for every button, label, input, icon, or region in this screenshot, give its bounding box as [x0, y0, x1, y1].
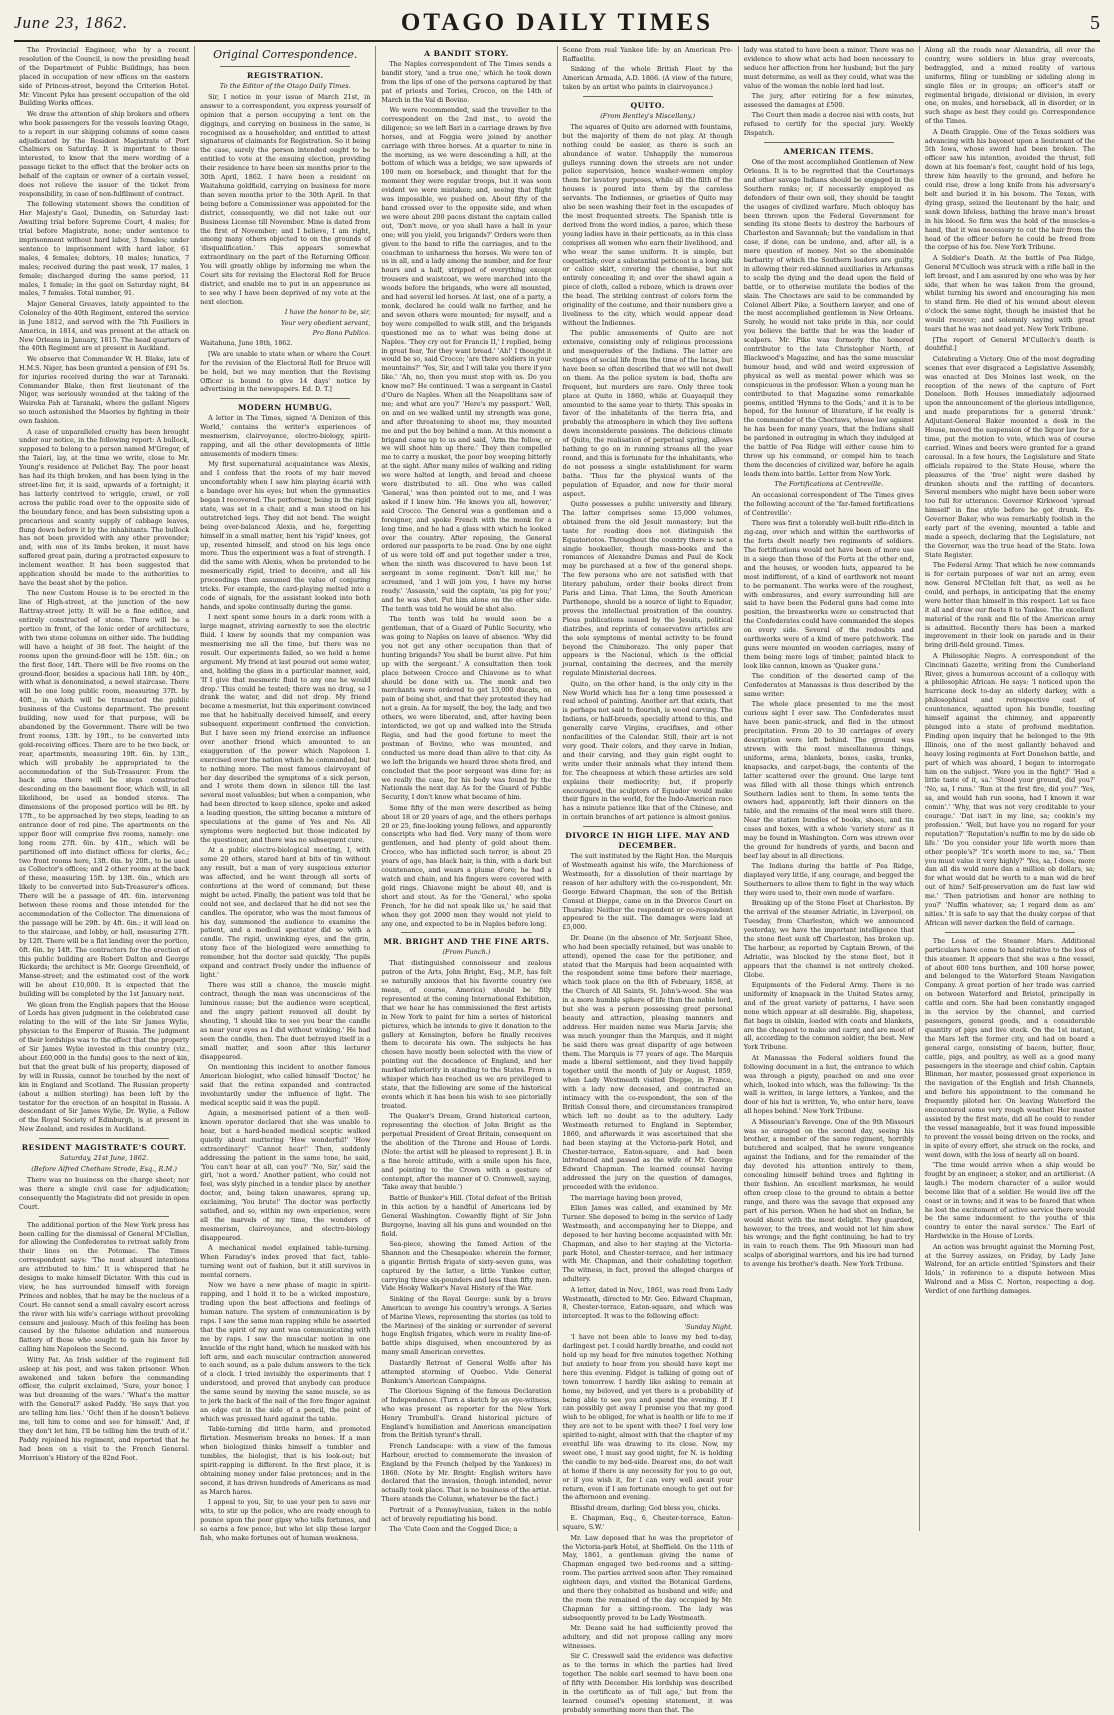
- article-paragraph: The squares of Quito are adorned with fountains, but the majority of them do not play. At though nothing could be easier, as there is such an abundance of water. Unhappily the numerous gulleys running down the streets are not under police supervision, hence washer-women employ them for lavatory purposes, while all the filth of the houses is poured into them by the careless servants. The Indiennes, or griseties of Quito may also be seen washing their feet in the escapades of the most frequented streets. The Spanish title is derived from the word indios, a paree, which these young ladies have in their petticoats, as in this class comprises all women who earn their livelihood, and who wear the same uniform. It is simple, but coquettish; over a substantial petticoat is a long silk or calico skirt, covering the chemise, but not entirely concealing it; and over the shawl again a piece of cloth, called a rebozo, which is drawn over the head. The striking contrast of colors form the originality of the costume, and their numbers give a liveliness to the city, which would appear dead without the Indiennes.: [562, 122, 733, 327]
- article-subheading: To the Editor of the Otago Daily Times.: [219, 82, 351, 90]
- article-paragraph: Ellen James was called, and examined by Mr. Turner. She deposed to being in the service of Lady Westmeath, and accompanying her to Dieppe, and deposed to her having become acquainted with Mr. Chapman, and also to her staying at the Victoria-park Hotel, and Chester-terrace, and her intimacy with Mr. Chapman, and their cohabiting together. The witness, in fact, proved the alleged charges of adultery.: [562, 1203, 733, 1284]
- letter-close: Your very obedient servant,: [280, 318, 371, 327]
- article-paragraph: One of the most accomplished Gentlemen of New Orleans. It is to be regretted that the Courtenays and other savage Indians should be engaged in the Southern ranks; or, if necessarily employed as defenders of their own soil, they should be taught the usages of civilized warfare. Much obloquy has been thrown upon the Federal Government for sending its stone fleets to destroy the harbours of Charleston and Savannah; but the vandalism in that case, if done, can be undone, and, after all, is a mere question of money. Not so the abominable barbarity of which the Southern leaders are guilty, in allowing their red-skinned auxiliaries in Arkansas to scalp the dying and the dead upon the field of battle, or to otherwise mutilate the bodies of the slain. The Choctaws are said to be commanded by Colonel Albert Pike, a Southern lawyer, and one of the most accomplished gentlemen in New Orleans. Surely, he would not take pride in this, nor could you believe the battle that he was the leader of scalpers. Mr. Pike was formerly the honored contributor to the late Christopher North, of Blackwood's Magazine, and has the same muscular humour head, and wild and weird expression of physical as well as mental power which was so conspicuous in the professor. When a young man he contributed to that Magazine some remarkable poems, entitled 'Hymns to the Gods,' and it is to be hoped, for the honour of literature, if he really is the commander of the Choctaws, whose law against he has been for many years, that the Indians shall be pardoned in outraging in which they indulged at the battle of Pea Ridge will either cause him to throw up his command, or compel him to teach them the decencies of civilized war, before he again leads them into battle. Letter from New York.: [743, 158, 914, 478]
- divider: [220, 398, 350, 399]
- article-paragraph: The Glorious Signing of the famous Declaration of Independence. (Turn a sketch by an eye-witness, who was present as reporter for the New York Henry Trumbull's. Grand historical picture of England's humiliation and American emancipation from the British tyrant's thrall.: [381, 1386, 552, 1440]
- article-paragraph: Dastardly Retreat of General Wolfe after his attempted storming of Quebec. Vide General Bunkum's American Campaigns.: [381, 1358, 552, 1385]
- page-number: 5: [1090, 11, 1100, 34]
- column-2: [194, 46, 375, 1542]
- article-paragraph: [The report of General M'Culloch's death is doubtful.]: [924, 335, 1096, 353]
- article-paragraph: The suit instituted by the Right Hon. the Marquis of Westmeath against his wife, the Marchioness of Westmeath, for a dissolution of their marriage by reason of her adultery with the co-respondent, Mr. George Edward Chapman, the son of the British Consul at Dieppe, came on in the Divorce Court on Thursday. Neither the respondent or co-respondent appeared to the suit. The damages were laid at £5,000.: [562, 852, 733, 932]
- article-paragraph: Sea-piece, showing the famed Action of the Shannon and the Chesapeake: wherein the former, a gigantic British frigate of sixty-seven guns, was captured by the latter, a little Yankee cutter, carrying three six-pounders and less than fifty men. Vide Hooky Walker's Naval History of the War.: [381, 1239, 552, 1293]
- divider: [39, 1216, 169, 1217]
- article-paragraph: A letter in The Times, signed 'A Denizen of this World,' contains the writer's experiences of mesmerism, clairvoyance, electro-biology, spirit-rapping, and all the other developments of little amusements of modern times:: [200, 414, 371, 458]
- article-paragraph: The Naples correspondent of The Times sends a bandit story, 'and a true one,' which he took down from the lips of one of the persons captured by that pat of priests and Tories, Crocco, on the 14th of March in the Val di Bovino.: [381, 60, 552, 104]
- article-paragraph: The marriage having been proved,: [570, 1193, 683, 1202]
- article-paragraph: Table-turning did little harm, and promoted flirtation. Mesmerism breaks no bones. If a man when biologized thinks himself a tumbler and tumbles, the biologist, that is his look-out; but spirit-rapping is different. In the first place, it is obtaining money under false pretences; and in the second, it has driven hundreds of Americans as mad as March hares.: [200, 1425, 371, 1496]
- article-paragraph: Now we have a new phase of magic in spirit-rapping, and I hold it to be a wicked imposture, trading upon the best affections and feelings of human nature. The system of communication is by raps. I saw the same man rapping while he asserted that the spirit of my aunt was communicating with me by raps. I saw the muscular motion in one knuckle of the right hand, which he masked with his left arm, and each muscular contraction answered to each sound, as a pale dulum answers to the tick of a clock. I tried invisibly the experiments that I understood, and proved that anybody can produce the same sound by moving the same muscle, so as to jerk the back of the nail of the fore finger against an edge cut in the side of a pencil, the point of which was pressed hard against the table.: [200, 1281, 371, 1423]
- article-paragraph: Celebrating a Victory. One of the most degrading scenes that ever disgraced a Legislative Assembly, was enacted at Des Moines last week, on the reception of the news of the capture of Fort Donelson. Both Houses immediately adjourned upon the announcement of the glorious intelligence, and made preparations for a general 'drunk.' Adjutant-General Baker mounted a desk in the House, moved the suspension of the liquor law for a time, put the motion to vote, which was of course carried. Wines and beers were granted for a grand carousal. In a few hours, the Legislature and State officials repaired to the State House, where the pleasures of the 'free' night were dashed by drunken shouts and the rattling of decanters. Several members who might have been sober were too full for utterance. Governor Kirkwood 'spread himself' in fine style before he got drunk. Ex-Governor Baker, who was remarkably foolish in the early part of the evening, mounted a table and made a speech, declaring that the Legislature, not the Governor, was the true head of the State. Iowa State Register.: [924, 354, 1096, 559]
- section-heading: RESIDENT MAGISTRATE'S COURT.: [21, 1143, 187, 1153]
- article-paragraph: There was still a chance, the muscle might contract, though the man was unconscious of the luminous cause; but the audience were sceptical, and the angry patient removed all doubt by shouting, 'I should like to see you bear the candle as near your eyes as I did without winking.' He had seen the candle, then. The duet betrayed itself in a small matter, and soon after this lecturer disappeared.: [200, 981, 371, 1061]
- article-paragraph: Battle of Bunker's Hill. (Total defeat of the British in this action by a handful of Americans led by General Washington. Cowardly flight of Sir John Burgoyne, leaving all his guns and wounded on the field.: [381, 1193, 552, 1238]
- article-heading: REGISTRATION.: [247, 71, 324, 80]
- article-heading: MR. BRIGHT AND THE FINE ARTS.: [383, 937, 550, 947]
- article-paragraph: Scene from real Yankee life: by an American Pre-Raffaelite.: [562, 46, 733, 63]
- article-paragraph: We were recommended, said the traveller to the correspondent on the 2nd inst., to avoid the diligence; so we left Bari in a carriage drawn by five horses, and at Foggia were joined by another carriage with three horses. At a quarter to nine in the morning, as we were descending a hill, at the bottom of which was a bridge, we saw upwards of 100 men on horseback, and thought that for the moment they were regular troops, but it was soon evident we were mistaken; and, seeing that flight was impossible, we pushed on. About fifty of the band crossed over to the opposite side, and when we were about 200 paces distant the captain called out, 'Don't move, or you shall have a ball in your one; will you yield, you brigands?' Orders were then given to the band to rifle the carriages, and to the coachman to unharness the horses. We were ten of us in all, and a lady among the number, and for four hours and a half, stripped of everything except trousers and waistcoat, we were marched into the woods before the brigands, who were all mounted, and had several led horses. At last, one of a party, a monk, declared he could walk no farther, and he and seven others were mounted; for myself, and a boy were compelled to walk still, and the brigands questioned me as to what was being done at Naples. 'They cry out for Francis II,' I replied, being in great fear, 'for they want bread.' 'Ah!' I thought it would be so, said Crocco; 'are there soldiers in your mountains?' 'Yes, Sir, and I will take you there if you like.' 'Ah, no, then you must stop with us. Do you know me?' He continued. 'I was a sergeant in Castel d'Ouro de Naples. When all the Neapolitans saw of me; and what are you?' 'Here's my passport.' Well, on and on we walked until my strength was gone, and after threatening to shoot me, they mounted me and put the boy behind a man. At this moment a brigand came up to us and said, 'Arm the follow, or we will shoot him up there.' They then compelled me to carry a musket, the poor boy weeping bitterly at the sight. After many miles of walking and riding we were halted at length, and bread and cheese were distributed to all. One who was called 'General,' was then pointed out to me, and I was asked if I knew him. 'He knows you all, however,' said Crocco. The General was a gentleman and a foreigner, and spoke French with the monk for a long time, and he had a glass with which he looked over the country. After reposing, the General ordered our passports to be read. One by one eight of us were told off and put together under a tree, when the ninth was discovered to have been 1st sergeant in some regiment. 'Don't kill me,' he screamed, 'and I will join you, I have my horse ready.' 'Assassin,' said the captain, 'as pig for you;' and he was shot. Put him alone on the other side. The tenth was told he would be shot also.: [381, 106, 552, 613]
- article-paragraph: Sir C. Cresswell said the evidence was defective as to the terms in which the parties had lived together. The noble earl seemed to have been one of fifty with December. His lordship was described in the certificate as of 'full age,' but from the learned counsel's opening statement, it was probably something more than that. The: [562, 1652, 733, 1714]
- letter-signature: Pro Bono Publico.: [312, 328, 371, 337]
- article-paragraph: A case of unparalleled cruelty has been brought under our notice, in the following report: A bullock, supposed to belong to a person named M'Gregor, of the Taieri, lay, at the time we write, close to Mr. Young's residence at Pelichet Bay. The poor beast has had its thigh broken, and has been lying in the street-line for, it is said, upwards of a fortnight; it has latterly contrived to wriggle, crawl, or roll across the public road over to the opposite side of the boundary fence, and has been subsisting upon a precarious and scanty supply of cabbage leaves, flung down before it by the inhabitants. The bullock has not been provided with any other provender; and, with one of its limbs broken, it must have suffered great pain, during a protracted exposure to inclement weather. It has been suggested that application should be made to the authorities to have the beast shot by the police.: [19, 427, 190, 587]
- article-paragraph: We glean from the English papers that the House of Lords has given judgment in the celebrated case relating to the will of the late Sir James Wylie, physician to the Emperor of Russia. The judgment of their lordships was to the effect that the property of Sir James Wylie invested in this country (viz., about £60,000 in the funds) goes to the next of kin, but that the great bulk of his property, disposed of by will in Russia, cannot be touched by the next of kin in England and Scotland. The Russian property (about a million sterling) has been left by the testator for the erection of an hospital in Russia. A descendant of Sir James Wylie, Dr. Wylie, a Fellow of the Royal Society of Edinburgh, is at present in New Zealand, and resides in Auckland.: [19, 1000, 190, 1134]
- article-paragraph: E. Chapman, Esq., 6, Chester-terrace, Eaton-square, S.W.': [562, 1514, 733, 1532]
- article-paragraph: The Loss of the Steamer Mars. Additional particulars have come to hand relative to the loss of this steamer. It appears that she was a fine vessel, of about 600 tons burthen, and 100 horse power, and belonged to the Waterford Steam Navigation Company. A great portion of her trade was carried on between Waterford and Bristol, principally in cattle and corn. She had been constantly engaged in the service by the channel, and carried passengers, general goods, and a considerable quantity of pigs and live stock. On the 1st instant, the Mars left the former city, and had on board a general cargo, consisting of bacon, butter, flour, cattle, pigs, and poultry, as well as a good many passengers in the steerage and chief cabin. Captain Blinman, her master, possessed great experience in the navigation of the English and Irish Channels, and before his appointment to the command he frequently piloted her. On leaving Waterford the encountered some very rough weather. Her master assisted by the first mate, did all he could to render the vessel manageable, but it was found impossible to prevent the vessel being driven on the rocks, and in spite of every effort, she struck on the rocks, and went down, with the loss of nearly all on board.: [924, 936, 1096, 1159]
- article-paragraph: Along all the roads near Alexandria, all over the country, were soldiers in blue gray overcoats, bedraggled, and a mixed reality of various uniforms, filing or tumbling or sideling along in single files or in groups; an officer's staff or regimental brigade, divisional or division, in every one, on mules, and horseback, all in disorder, or in such shape as best they could go. Correspondence of the Times.: [924, 46, 1096, 126]
- article-heading: QUITO.: [630, 101, 665, 111]
- article-paragraph: The whole place presented to me the most curious sight I ever saw. The Confederates must have been panic-struck, and fled in the utmost precipitation. From 20 to 30 carriages of every description were left behind. The ground was strewn with the most miscellaneous things, uniforms, arms, blankets, boxes, casks, trunks, knapsacks, and carpet-bags, the contents of the latter scattered over the ground. One large tent was filled with all those things which entrench Southern ladies sent to them. In some tents the owners had, apparently, left their dinners on the table, and the remains of the meal were still there. Near the station bundles of books, shoes, and tin cases and boxes, with a whole 'variety store' as it may be found in Washington. Corn was strewn over the ground for hundreds of yards, and bacon and beef lay about in all directions.: [743, 700, 914, 860]
- section-heading: Original Correspondence.: [213, 48, 358, 61]
- article-paragraph: There was no business on the charge sheet; nor was there a single civil case for adjudication; consequently the Magistrate did not preside in open Court.: [19, 1175, 190, 1211]
- article-paragraph: Breaking up of the Stone Fleet at Charleston. By the arrival of the steamer Adriatic, in Liverpool, on Tuesday, from Charleston, which we announced yesterday, we have the important intelligence that the stone fleet sunk off Charleston, has broken up. The harbour, as reported by Captain Brown, of the Adriatic, was blocked by the stone fleet, but it appears that the channel is not entirely choked. Globe.: [743, 899, 914, 979]
- divider: [583, 826, 713, 827]
- article-paragraph: There was first a tolerably well-built rifle-ditch in zig-zag, over which and within the earthworks of the forts dwelt nearly two regiments of soldiers. The fortifications would not have been of more use in a siege than those of the Forts at the other end, and the houses, or wooden huts, appeared to be most indifferent, of a kind of earthwork not meant to be permanent. The works were of the roughest, with embrasures, and every surrounding hill are said to have been the Federal guns had come into position, the breastworks were so constructed that the Confederates could have commanded the slopes on every side. Several of the redoubts and earthworks were of a kind of mere patchwork. The guns were mounted on wooden carriages, many of them being mere logs of timber, painted black to look like cannon, known as 'Quaker guns.': [743, 519, 914, 670]
- article-paragraph: I appeal to you, Sir, to use your pen to save our wits, to stir up the police, who are ready enough to pounce upon the poor gipsy who tells fortunes, and so earns a few pence, but who let slip these larger fish, who make fortunes out of human weakness.: [200, 1498, 371, 1542]
- article-paragraph: The following statement shows the condition of Her Majesty's Gaol, Dunedin, on Saturday last: Awaiting trial before Supreme Court, 4 males; for trial before Magistrate, none; under sentence to imprisonment without hard labor, 3 females; under sentence to imprisonment with hard labor, 61 males, 4 females; debtors, 10 males; lunatics, 7 males; received during the past week, 17 males, 1 female; discharged during the same period, 11 males, 1 female; in the gaol on Saturday night, 84 males, 7 females. Total number, 91.: [19, 200, 190, 298]
- letter-close: I have the honor to be, sir,: [284, 308, 371, 317]
- divider: [401, 932, 531, 933]
- article-paragraph: Quito, on the other hand, is the only city in the New World which has for a long time possessed a real school of painting. Another art that exists, that is perhaps not said to flourish, is wood carving. The Indians, or half-breeds, specially attend to this, and generally carve Virgins, crucifixes, and other nonfacilities of the Calendar. Still, their art is not very good. Their colors, and they carve in Indian, and their carving, and they gain right ought to write under their animals what they intend them for. The cheapness at which these articles are sold explains their mediocrity; but, if properly encouraged, the sculptors of Equador would make their figure in the world, for the Indo-American race has a minute patience like that of the Chinese, and in certain branches of art patience is almost genius.: [562, 679, 733, 822]
- editor-note: [We are unable to state when or where the Court for the revision of the Electoral Roll for Bruce will be held, but we may mention that the Revising Officer is bound to give 14 days' notice by advertising in the newspapers. Ed. D. T.]: [200, 349, 371, 394]
- divider: [220, 66, 350, 67]
- article-paragraph: lady was stated to have been a minor. There was no evidence to show what acts had been necessary to seduce her affection from her husband; but the jury must determine, as well as they could, what was the value of the woman the noble lord had lost.: [743, 46, 914, 90]
- article-source: (From Punch.): [442, 948, 491, 957]
- article-paragraph: The 'Cute Coon and the Cogged Dice; a: [389, 1525, 518, 1533]
- article-paragraph: The jury, after retiring for a few minutes, assessed the damages at £500.: [743, 92, 914, 109]
- issue-date: June 23, 1862.: [14, 13, 129, 32]
- article-paragraph: A letter, dated in Nov., 1861, was read from Lady Westmeath, directed to Mr. Geo. Edward Chapman, 8, Chester-terrace, Eaton-square, and which was intercepted. It was to the following effect:: [562, 1285, 733, 1321]
- article-paragraph: A mechanical model explained table-turning. When Faraday's index proved that fact, table-turning went out of fashion, but it still survives in mental corners.: [200, 1244, 371, 1279]
- column-1: [14, 46, 194, 1531]
- column-3: [375, 46, 556, 1531]
- article-paragraph: The new Custom House is to be erected in the line of High-street, at the junction of the new Rattray-street jetty. It will be a fine edifice, and entirely constructed of stone. There will be a portico in front, of the Ionic order of architecture, with two stone columns on either side. The building will have a height of 38 feet. The height of the rooms upon the ground-floor will be 15ft. 6in.; on the first floor, 14ft. There will be five rooms on the ground-floor, besides a spacious hall 18ft. by 40ft., with what is denominated, a newel staircase. There will be one long public room, measuring 37ft. by 40ft., in which will be transacted the public business of the Customs department. The present building, now used for that purpose, will be abandoned by the Government. There will be two front rooms, 13ft. by 19ft., to be converted into gold-receiving offices. There are to be two back, or rear, apartments, measuring 19ft. 6in. by 13ft., which will probably be appropriated to the accommodation of the Sub-Treasurer. From the back area there will be steps constructed descending on the basement floor, which will, in all likelihood, be used as bonded stores. The dimensions of the proposed portico will be 8ft. by 17ft., to be approached by two steps, leading to an entrance door of red pine. The apartments on the upper floor will comprise five rooms, namely: one long room 27ft. 6in. by 41ft., which will be partitioned off into distinct offices for clerks, &c.; two front rooms here, 13ft. 6in. by 20ft., to be used as Collector's offices; and 2 other rooms at the back of these, measuring 15ft. by 13ft. 6in., which are likely to be converted into Sub-Treasurer's offices. There will be a passage of 4ft. 6in. intervening between these rooms and those intended for the accommodation of the Collector. The dimensions of the passage will be 29ft. by 4ft. 6in.; it will lead on to the staircase, and lobby, or hall, measuring 27ft. by 12ft. There will be a flat landing over the portico, 6ft. 6in. by 14ft. The contractors for the erection of this public building are Robert Dalton and George Rickards; the architect is Mr. George Greenfield, of Manse-street; and the estimated cost of the work will be about £10,000. It is expected that the building will be completed by the 1st January next.: [19, 589, 190, 999]
- article-source: (From Bentley's Miscellany.): [600, 112, 696, 121]
- article-paragraph: 'I have not been able to leave my bed to-day, darlingest pet. I could hardly breathe, and could not hold up my head for five minutes together. Nothing but anxiety to hear from you should have kept me here this evening. Fidget is talking of going out of town tomorrow. I hardly like asking to remain at home, my beloved, and yet there is a probability of being able to see you and spend the evening. If I can possibly get away I promise you that my good wish to be obliged, for what is health or life to me if they are not to be spent with thee? I feel very low spirited to-night, almost with that the chapter of my eventful life was drawing to its close. Now, my sweet one, I must say good night, for N. is holding the candle to my bed-side. Dearest one, do not wait at home if there is any necessity for you to go out, or if you wish it, for I can very well await your return, even if I am fortunate enough to get out for the afternoon and evening.: [562, 1333, 733, 1502]
- article-paragraph: Blissful dream, darling; God bless you, chicks.: [570, 1503, 721, 1512]
- divider: [583, 96, 713, 97]
- article-paragraph: On mentioning this incident to another famous American biologist, who called himself 'Doctor,' he said that the retina expanded and contracted involuntarily under the influence of light. The medical sceptic said it was the pupil.: [200, 1063, 371, 1107]
- article-paragraph: Major General Greaves, lately appointed to the Colonelcy of the 40th Regiment, entered the service in June 1812, and served with the 7th Fusiliers in America, in 1814, and was present at the attack on New Orleans in January, 1815. The head quarters of the 40th Regiment are at present in Auckland.: [19, 299, 190, 353]
- article-paragraph: The tenth was told he would soon be a gentleman, that of a Guard of Public Security, who was going to Naples on leave of absence. 'Why did you not get any other occupation than that of hunting brigands? You shall be burnt alive. Put him up with the sergeant.' A consultation then took place between Crocco and Chiavone as to what should be done with us. The monk and two merchants were ordered to get 13,000 ducats, on pain of being shot, and that they protested they had not a grain. As for myself, the boy, the lady, and two others, we were liberated, and, after having been interdicted, we got up and walked into the Strada Regia, and had the good fortune to meet the postman of Bovino, who was mounted, and conducted us more dead than alive to that city. As we left the brigands we heard three shots fired, and concluded that the poor sergeant was done for; as we really the case, for his body was found by the Nationals the next day. As for the Guard of Public Security, I don't know what became of him.: [381, 615, 552, 802]
- article-paragraph: Dr. Deane (in the absence of Mr. Serjeant Shee, who had been specially retained, but was unable to attend), opened the case for the petitioner, and stated that the Marquis had been acquainted with the respondent some time before their marriage, which took place on the 8th of February, 1858, at the Church of All Saints, St. John's-wood. She was in a more humble sphere of life than the noble lord, but she was a person possessing great personal beauty and attraction, pleasing manners and address. Her maiden name was Maria Jarvis; she was much younger than the Marquis, and it might be said there was great disparity of age between them. The Marquis is 77 years of age. The Marquis made a liberal settlement, and they lived happily together until the month of July or August, 1859, when Lady Westmeath visited Dieppe, in France, with a lady now deceased, and contracted an intimacy with the co-respondent, the son of the British Consul there, and circumstances transpired which left no doubt as to the adultery. Lady Westmeath returned to England in September, 1860, and afterwards it was ascertained that she had been staying at the Victoria-park Hotel, and Chester-terrace, Eaton-square, and had been introduced and passed as the wife of Mr. George Edward Chapman. The learned counsel having addressed the jury on the question of damages, proceeded with the evidence.: [562, 933, 733, 1192]
- article-paragraph: An occasional correspondent of The Times gives the following account of the 'far-famed fortifications of Centreville':: [743, 491, 914, 517]
- article-paragraph: The Indians during the battle of Pea Ridge, displayed very little, if any, courage, and begged the Southerners to allow them to fight in the way which they were used to, their own mode of warfare.: [743, 862, 914, 897]
- divider: [764, 142, 894, 143]
- article-paragraph: Sinking of the whole British Fleet by the American Armada, A.D. 1866. (A view of the future, taken by an artist who paints in clairvoyance.): [562, 65, 733, 92]
- article-paragraph: The condition of the deserted camp of the Confederates at Manassas is thus described by the same writer:: [743, 672, 914, 699]
- article-paragraph: Again, a mesmerised patient of a then well-known operator declared that she was unable to hear, but a hard-headed medical sceptic walked quietly about muttering 'How wonderful!' 'How extraordinary!' 'Cannot hear!' Then, suddenly addressing the patient in the same tone, he said, 'You can't hear at all, can you?' 'No, Sir,' said the girl, 'not a word.' Another patient, who could not feel, was slyly pinched in a tender place by another doctor, and, being taken unawares, sprang up, exclaiming, 'You brute!' The doctor was perfectly satisfied, and so, within my own experience, were all the marvels of my time, the wonders of mesmerism, clairvoyance, and electro-biology disappeared.: [200, 1109, 371, 1242]
- article-paragraph: Mr. Law deposed that he was the proprietor of the Victoria-park Hotel, at Sheffield. On the 11th of May, 1861, a gentleman giving the name of Chapman engaged two bed-rooms and a sitting-room. The parties arrived soon after. They remained eighteen days, and visited the Botanical Gardens, and there they cohabited as husband and wife; and the room the remained of the day occupied by Mr. Chapman for a sitting-room. The lady was subsequently proved to be Lady Westmeath.: [562, 1533, 733, 1622]
- article-paragraph: Witty Pat. An Irish soldier of the regiment fell asleep at his post, and was taken prisoner. When awakened and taken before the commanding officer, the culprit exclaimed, 'Sure, your honor, I was but dreaming of the wars.' 'What's the matter with the General?' asked Paddy. 'He says that you are telling him lies.' 'Och! then if he doesn't believe me, tell him to come and see for himself.' And, if they don't let him, I'll be telling him the truth of it.' Paddy rejoined his regiment, and reported that he had been on a visit to the French General. Morrison's History of the 82nd Foot.: [19, 1355, 190, 1462]
- article-paragraph: At Manassas the Federal soldiers found the following document in a hut, the entrance to which was through a pigsty, poached on and one over which, looked into which, was the following: 'In the wall is written, in large letters, a Yankee, and the door of his hut is written, Ye, who enter here, leave all hopes behind.' New York Tribune.: [743, 1053, 914, 1116]
- divider: [945, 932, 1075, 933]
- article-paragraph: We draw the attention of ship brokers and others who book passengers for the vessels leaving Otago, to a report in our shipping columns of some cases adjudicated by the Resident Magistrate of Port Chalmers on Saturday. It is important to these interested, to know that the mere wording of a passage ticket to the effect that the broker acts on behalf of the captain or owner of a certain vessel, does not relieve the issuer of the ticket from responsibility, in case of non-fulfilment of contract.: [19, 109, 190, 198]
- article-paragraph: Portrait of a Pennsylvanian, taken in the noble act of bravely repudiating his bond.: [381, 1505, 552, 1523]
- article-paragraph: The Court then made a decree nisi with costs, but refused to certify for the special jury. Weekly Dispatch.: [743, 111, 914, 138]
- article-paragraph: A Death Grapple. One of the Texas soldiers was advancing with his bayonet upon a lieutenant of the 5th Iowa, whose sword had been broken. The officer saw his intention, avoided the thrust, fell down at his foeman's feet, caught hold of his legs, threw him heavily to the ground, and before he could rise, drew a long knife from his adversary's belt and buried it in his bosom. The Texan, with dying grasp, seized the lieutenant by the hair, and sank down lifeless, bathing the brave man's breast in his blood. So firm was the hold of the muscles-a hand, that it was necessary to cut the hair from the head of the officer before he could be freed from the corpse of his foe. New York Tribune.: [924, 127, 1096, 252]
- article-heading: MODERN HUMBUG.: [238, 403, 333, 413]
- article-paragraph: An action was brought against the Morning Post, at the Surrey assizes, on Friday, by Lady Jane Walrond, for an article entitled 'Spinsters and their Idols,' in reference to a dispute between Miss Walrond and a Miss C. Norton, respecting a dog. Verdict of one farthing damages.: [924, 1242, 1096, 1296]
- masthead: [14, 6, 1100, 42]
- article-paragraph: At a public electro-biological meeting, I, with some 20 others, stared hard at bits of tin without any result, but a man of very suspicious exterior was affected, and he went through all sorts of contortions at the word of command; but these might be acted. Finally, the patient was told that he could not see, and declared that he did not see the candles. The operator, who was the most famous of his day, summoned the audience to examine the patient, and a medical spectator did so with a candle. The rigid, unwinking eyes, and the grin, stony face of the biologized were something to remember, but the doctor said quickly, 'The pupils expand and contract freely under the influence of light.': [200, 846, 371, 979]
- divider: [39, 1138, 169, 1139]
- newspaper-title: OTAGO DAILY TIMES: [400, 9, 714, 36]
- article-paragraph: Quito possesses a public university and library. The latter comprises some 15,000 volumes, obtained from the old Jesuit monastery; but the taste for reading does not distinguish the Equatoriotos. Throughout the country there is not a single bookseller, though mass-books and the romances of Alexandre Dumas and Paul de Kock may be purchased at a few of the general shops. The few persons who are not satisfied with that literary pabulum, order their books direct from Paris and Lima. That Lima, the South American Parthenope, should be a source of light to Equador, proves the intellectual prostration of the country. Pious publications issued by the Jesuits, political diatribes, and reprints of conservative articles are the sole symptoms of mental activity to be found beyond the Chimborazo. The only paper that appears is the Nacional, which is the official journal, containing the decrees, and the merely regulate Ministerial decrees.: [562, 500, 733, 678]
- article-heading: A BANDIT STORY.: [424, 49, 509, 58]
- letter-dateline: Waitahuna, June 18th, 1862.: [200, 339, 293, 348]
- letter-dateline: 'Sunday Night.: [684, 1322, 733, 1331]
- article-paragraph: I next spent some hours in a dark room with a large magnet, striving earnestly to see the electric fluid. I knew by sounds that my companion was mesmerising me all the time, but there was no result. Our experiments failed, so we held a home argument. My friend at last poured out some water, and, holding the glass in a particular manner, said, 'If I give that mesmeric fluid to any one he would drop.' This could be tested; there was no drug, so I drank the water, and did not drop. My friend became a mesmerist, but this experiment convinced me that he habitually deceived himself, and every subsequent experiment confirmed the conviction. But I have seen my friend exercise an influence over another friend which amounted to an exaggeration of the power which Napoleon I. exercised over the nation which he commanded, but to nothing more. The most famous clairvoyant of her day described the symptoms of a sick person, and I wrote them down in silence till the last several most valuables; but when a companion, who had been directed to keep silence, spoke and asked a leading question, the sitting became a mixture of speculations at the game of Yes and No. All symptoms were neglected but those indicated by the questioner, and there was no subsequent cure.: [200, 613, 371, 844]
- article-paragraph: The public amusements of Quito are not extensive, consisting only of religious processions and masquerades of the Indians. The latter are vestiges of social life from the time of the Incas, but have been so often described that we will not dwell on them. As the police system is bad, thefts are frequent, but murders are rare. Only three took place at Quito in 1860, while at Guayaquil they amounted to the same year to thirty. This speaks in favor of the inhabitants of the tierra fria, and probably the atmosphere in which they live softens down inconsiderate passions. The delicious climate of Quito, the realisation of perpetual spring, allows bathing to go on in running streams all the year round, and this is fortunate for the inhabitants, who do not possess a single establishment for warm baths. 'Thus far the physical wants of the population of Equador, and now for their moral aspect.: [562, 329, 733, 498]
- column-6: [919, 46, 1100, 1531]
- article-subheading: The Fortifications at Centreville.: [774, 480, 884, 489]
- section-date: Saturday, 21st June, 1862.: [59, 1154, 149, 1163]
- article-paragraph: Mr. Deane said he had sufficiently proved the adultery, and did not propose calling any more witnesses.: [562, 1624, 733, 1650]
- article-paragraph: The Quaker's Dream, Grand historical cartoon, representing the election of John Bright as the perpetual President of Great Britain, consequent on the abolition of the Throne and House of Lords. (Note: the artist will be pleased to represent J. B. in a fine heroic attitude, with a smile upon his face, and pointing to the Crown with a gesture of contempt, after the manner of O. Cromwell, saying, 'Take away that bauble.'): [381, 1112, 552, 1192]
- column-5: [738, 46, 919, 1531]
- article-paragraph: A Soldier's Death. At the battle of Pea Ridge, General M'Culloch was struck with a rifle ball in the left breast, and I am assured by one who was by her side, that when he was taken from the ground, whilst turning his sword and encouraging his men to stand firm. He died of his wound about eleven o'clock the same night, though he insisted that he would recover; and solemnly saying with great tears that he was not dead yet. New York Tribune.: [924, 253, 1096, 334]
- column-4: [557, 46, 738, 1714]
- article-paragraph: The additional portion of the New York press has been calling for the dismissal of General M'Clellan, for allowing the Confederates to retreat safely from their lines on the Potomac. The Times correspondent says: 'The most absurd intentions are attributed to him.' It is whispered that he designs to make himself Dictator. With this cud in view, he has surrounded himself with foreign Princes and nobles, that he may be the nucleus of a Court. He cannot send a small cavalry escort across the river with his wife's carriage without provoking censure and jealousy. Much of this feeling has been caused by the fulsome adulation and numerous flattery of those who sought to gain his favor by calling him Napoleon the Second.: [19, 1220, 190, 1354]
- article-paragraph: A Missourian's Revenge. One of the 9th Missouri was so enraged on the second day, seeing his brother, a member of the same regiment, horribly butchered and scalped, that he swore vengeance against the Indians, and for the remainder of the day devoted his attention entirely to them, concealing himself behind trees and fighting in their fashion. An excellent marksman, he would often creep close to the ground to obtain a better range, and there was the savage that exposed any part of his person. When he had shot an Indian, he would shout with the most delight. They guarded, however, to the trees, and would not let him show his wrongs; and the fight continuing, he had to try in vain to reach them. The 9th Missouri man had scalps of aboriginal warriors, and his ire had turned to avenge his brother's death. New York Tribune.: [743, 1117, 914, 1269]
- article-paragraph: The Federal Army. That which he now commands is for certain purposes of war not an army, even now. General M'Clellan felt that, as well as he could, and perhaps, in anticipating that the enemy were better than himself in this respect. Let us face it all and draw our fleets 8 to Yankee. The excellent material of the rank and file of the American army is admitted. Recently there has been a marked improvement in their look on parade and in their bring drill-field ground. Times.: [924, 561, 1096, 650]
- columns: [14, 46, 1100, 1714]
- article-paragraph: That distinguished connoisseur and zealous patron of the Arts, John Bright, Esq., M.P., has felt so naturally anxious that his favorite country (we mean, of course, America) should be fitly represented at the coming International Exhibition, that we hear he has commissioned the first artists in New York to paint for him a series of historical pictures, which he intends to give it donation to the gallery at Kensington, before he finally receives them to decorate his own. The subjects he has chosen have mostly been selected with the view of pointing out the decadence of England, and her marked inferiority in standing to the States. From a whisper which has reached us we are privileged to state, that the following are some of the historical events which it has been his wish to see pictorially treated.: [381, 959, 552, 1110]
- article-paragraph: 'The time would arrive when a ship would be fought by an engineer, a stoker, and an artillerist. (A laugh.) The modern character of a sailor would become like that of a soldier. He would live off the coast or in towns; and it was to be feared that when he lost the excitement of active service there would be the same inducement to the youths of this country to enter the naval service.' The Earl of Hardwicke in the House of Lords.: [924, 1160, 1096, 1241]
- article-paragraph: Sir, I notice in your issue of March 21st, in answer to a correspondent, you express yourself of opinion that a person occupying a tent on the diggings, and carrying on business in the same, is recognised as a householder, and entitled to attest signatures of claimants for Registration. So it being the case, surely the person intended ought to be entitled to vote at the ensuing election, providing their residence to have been six months prior to the 30th April, 1862. I have been a resident on Waitahuna goldfield, carrying on business for more than seven months prior to the 30th April. In that being before a Commissioner was appointed for the district, consequently, we did not take out our Business License till November. Mine is dated from the first of November; and I believe, I am right, among many others objected to on the grounds of 'disqualification.' This appears somewhat extraordinary on the part of the Returning Officer. You will greatly oblige by informing me when the Court sits for revising the Electoral Roll for Bruce district, and enable me to put in an appearance as to see why I have been deprived of my vote at the next election.: [200, 92, 371, 306]
- article-heading: DIVORCE IN HIGH LIFE. MAY AND DECEMBER.: [565, 831, 730, 851]
- article-paragraph: French Landscape: with a view of the famous Harbour, erected to commemorate the invasion of England by the French (helped by the Yankees) in 1860. (Note by Mr. Bright: English writers have declared that the invasion, though intended, never actually took place. That is no business of the artist. There stands the Column, whatever be the fact.): [381, 1441, 552, 1504]
- article-paragraph: The Provincial Engineer, who by a recent resolution of the Council, is now the presiding head of the Department of Public Buildings, has been placed in occupation of new offices on the eastern side of Princes-street, beyond the Criterion Hotel. Mr. Vincent Pyke has present occupation of the old Building Works offices.: [19, 46, 190, 108]
- article-paragraph: Sinking of the Royal George: sunk by a brave American to avenge his country's wrongs. A Series of Marine Views, representing the stories (as told to the Marines) of the sinking or surrender of several huge English frigates, which were in reality line-of-battle ships disguised, when encountered by as many small American corvettes.: [381, 1294, 552, 1357]
- article-heading: AMERICAN ITEMS.: [783, 147, 874, 157]
- article-paragraph: Some fifty of the men were described as being about 18 or 20 years of age, and the others perhaps 20 or 25, fine-looking young fellows, and apparently conscripts who had fled. Very many of them were gentlemen, and had plenty of gold about them. Crocco, who has inflicted such terror, is about 25 years of age, has black hair, is thin, with a dark but countenance, and wears a plume d'oro; he had a watch and chain, and his fingers were covered with gold rings. Chiavone might be about 40, and is short and stout. As for the 'General,' who spoke French, 'for he did not speak like us,' he said that when they got 2000 men they would not yield to any one, and expected to be in Naples before long.: [381, 803, 552, 928]
- section-subheading: (Before Alfred Chetham Strode, Esq., R.M.): [31, 1165, 177, 1174]
- article-paragraph: Equipments of the Federal Army. There is no uniformity of knapsack in the United States army, and of the great variety of patterns, I have seen none which appear at all desirable. Big, shapeless, flat bags in oilskin, loaded with coats and blankets, are the cheapest to make and carry, and are most of all, according to the common soldier, the best. New York Tribune.: [743, 981, 914, 1052]
- article-paragraph: We observe that Commander W. H. Blake, late of H.M.S. Niger, has been granted a pension of £91 5s. for injuries received during the war at Taranaki. Commander Blake, then first lieutenant of the Niger, was seriously wounded at the taking of the Waireka Pah at Taranaki, where the gallant Nigers so much astonished the Maories by fighting in their own fashion.: [19, 354, 190, 426]
- article-paragraph: A Philosophic Negro. A correspondent of the Cincinnati Gazette, writing from the Cumberland River, gives a humorous account of a colloquy with a philosophic African. He says: 'I noticed upon the hurricane deck to-day an elderly darkey, with a philosophical and retrospective cast of countenance, squatted upon his bundle, toasting himself against the chimney, and apparently plunged into a state of profound meditation. Finding upon inquiry that he belonged to the 9th Illinois, one of the most gallantly behaved and heavy losing regiments at Fort Donelson battle, and part of which was aboard, I began to interrogate him on the subject. 'Were you in the fight?' 'Had a little taste of it, sa.' 'Stood your ground, did you?' 'No, sa, I runs.' 'Run at the first fire, did you?' 'Yes, sa, and would hab run soona, had I known it war comin'.' 'Why, that was not very creditable to your courage.' 'Dat isn't in my line, sa; cookin's my profession.' 'Well, but have you no regard for your reputation?' 'Reputation's nuffin to me by de side ob life.' 'Do you consider your life worth more than other people's?' 'It's worth more to me, sa.' Then you must value it very highly?' 'Yes, sa, I does; more dan all dis wuld more dan a million ob dollars, sa; for what would dat be worth to a man wid de bref out of him? Self-preservation am de fust law wid me.' 'Then patriotism and honor are nothing to you?' 'Nuffin whatever, sa; I regard dem as am' nities.' It is safe to say that the dusky corpse of that African will never darken the field of carnage.: [924, 651, 1096, 927]
- article-paragraph: My first supernatural acquaintance was Alexis, and I confess that the roots of my hair moved uncomfortably when I saw him playing écarté with a bandage over his eyes; but when the gymnastics began I recovered. The performer, being in the rigid state, was set in a chair, and a man stood on his outstretched legs. They did not bend. The weight being over-balanced Alexis, and he, forgetting himself in a small matter, bent his 'rigid' knees, got up, resented himself, and stood on his legs once more. Thus the experiment was a feat of strength. I did the same with Alexis, when he pretended to be mesmerically rigid, tried to deceive, and all his proceedings then assumed the value of conjuring tricks. For example, the card-playing melted into a code of signals, for the assistant looked into both hands, and spoke continually during the game.: [200, 460, 371, 611]
